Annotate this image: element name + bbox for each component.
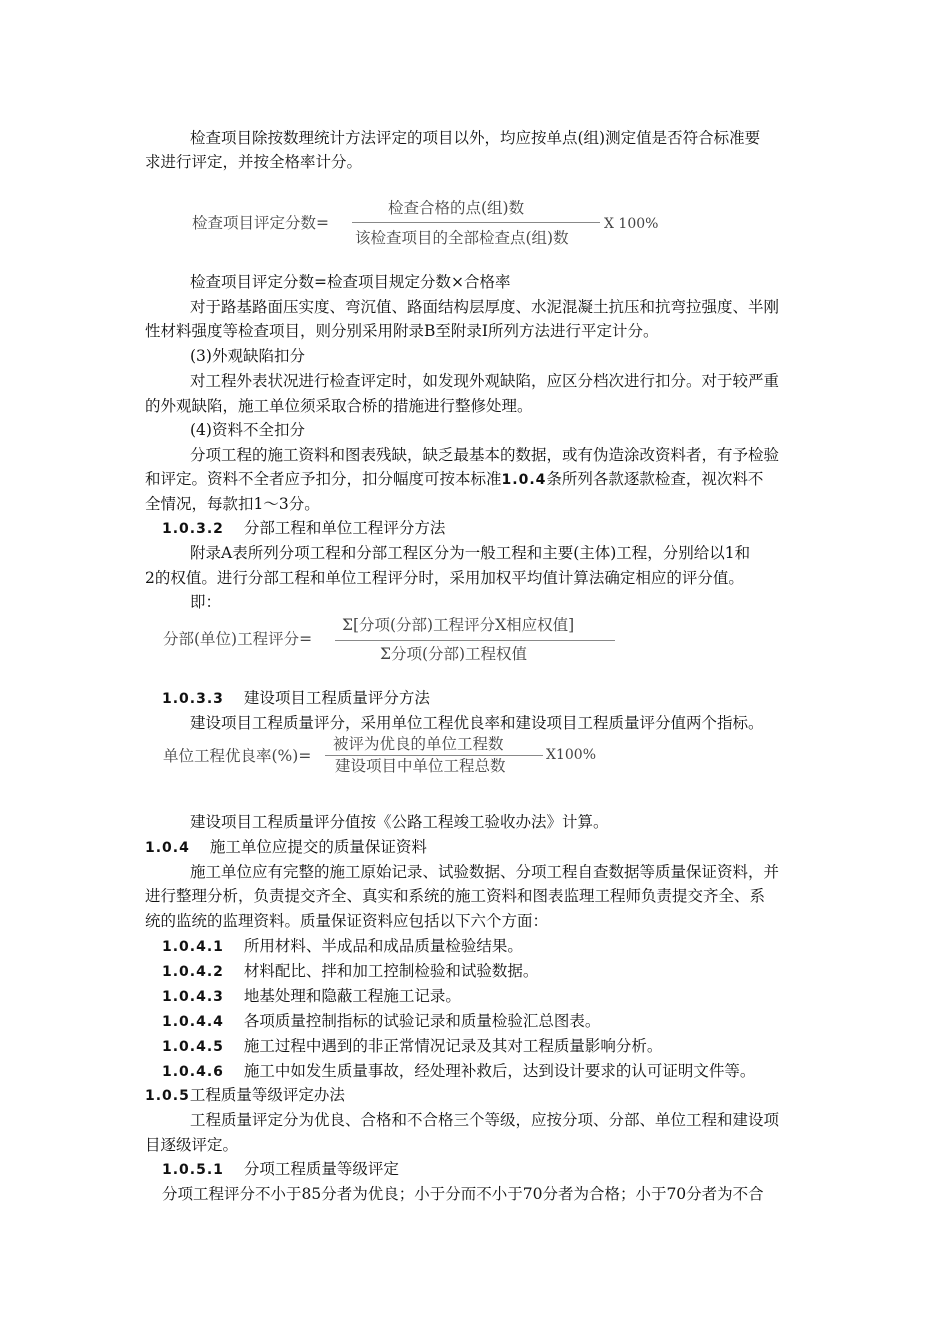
- paragraph-line: 对工程外表状况进行检查评定时，如发现外观缺陷，应区分档次进行扣分。对于较严重: [190, 372, 780, 390]
- list-item: [162, 936, 523, 957]
- formula-denominator: Σ分项(分部)工程权值: [380, 645, 528, 663]
- formula-denominator: 该检查项目的全部检查点(组)数: [355, 229, 569, 247]
- section-title: 分部工程和单位工程评分方法: [243, 519, 446, 537]
- item-number: 1.0.4.3: [162, 989, 224, 1005]
- formula-label: 分部(单位)工程评分=: [163, 630, 313, 648]
- paragraph-line: 建设项目工程质量评分值按《公路工程竣工验收办法》计算。: [190, 813, 609, 831]
- item-number: 1.0.4.4: [162, 1014, 224, 1030]
- section-title: 施工单位应提交的质量保证资料: [209, 838, 427, 856]
- paragraph-line: 检查项目除按数理统计方法评定的项目以外，均应按单点(组)测定值是否符合标准要: [190, 129, 761, 147]
- formula-suffix: X100%: [546, 747, 596, 763]
- formula-numerator: 被评为优良的单位工程数: [333, 735, 504, 753]
- paragraph-line: 进行整理分析，负责提交齐全、真实和系统的施工资料和图表监理工程师负责提交齐全、系: [145, 887, 766, 905]
- item-text: 施工过程中遇到的非正常情况记录及其对工程质量影响分析。: [243, 1037, 663, 1055]
- paragraph-line: 分项工程的施工资料和图表残缺，缺乏最基本的数据，或有伪造涂改资料者，有予检验: [190, 446, 780, 464]
- item-text: 施工中如发生质量事故，经处理补救后，达到设计要求的认可证明文件等。: [243, 1062, 756, 1080]
- paragraph-line: 求进行评定，并按全格率计分。: [145, 153, 363, 171]
- item-number: 1.0.4.1: [162, 939, 224, 955]
- section-title: 建设项目工程质量评分方法: [243, 689, 430, 707]
- list-item: [162, 1036, 662, 1057]
- paragraph-line: 建设项目工程质量评分，采用单位工程优良率和建设项目工程质量评分值两个指标。: [190, 714, 764, 732]
- item-number: 1.0.4.2: [162, 964, 224, 980]
- section-ref: 1.0.4: [501, 472, 547, 488]
- section-number: 1.0.4: [145, 840, 190, 856]
- subheading: (3)外观缺陷扣分: [190, 347, 305, 365]
- text-span: 条所列各款逐款检查，视次料不: [546, 470, 764, 488]
- formula-numerator: Σ[分项(分部)工程评分X相应权值]: [342, 616, 575, 634]
- section-heading: [162, 518, 445, 539]
- item-text: 各项质量控制指标的试验记录和质量检验汇总图表。: [243, 1012, 601, 1030]
- item-text: 地基处理和隐蔽工程施工记录。: [243, 987, 461, 1005]
- paragraph-line: 全情况，每款扣1～3分。: [145, 495, 320, 513]
- fraction-bar: [352, 222, 600, 223]
- paragraph-line: 附录A表所列分项工程和分部工程区分为一般工程和主要(主体)工程，分别给以1和: [190, 544, 751, 562]
- section-number: 1.0.3.3: [162, 691, 224, 707]
- paragraph-line: [145, 469, 763, 490]
- paragraph-line: 即：: [190, 593, 222, 611]
- item-text: 材料配比、拌和加工控制检验和试验数据。: [243, 962, 539, 980]
- paragraph-line: 的外观缺陷，施工单位须采取合桥的措施进行整修处理。: [145, 397, 533, 415]
- list-item: [162, 961, 538, 982]
- paragraph-line: 检查项目评定分数=检查项目规定分数×合格率: [190, 273, 511, 291]
- formula-label: 检查项目评定分数=: [192, 214, 329, 232]
- section-title: 工程质量等级评定办法: [189, 1086, 345, 1104]
- section-heading: [145, 837, 427, 858]
- section-title: 分项工程质量等级评定: [243, 1160, 399, 1178]
- paragraph-line: 分项工程评分不小于85分者为优良；小于分而不小于70分者为合格；小于70分者为不合: [162, 1185, 764, 1203]
- section-heading: [162, 1159, 399, 1180]
- text-span: 和评定。资料不全者应予扣分，扣分幅度可按本标准: [145, 470, 502, 488]
- section-heading: [162, 688, 430, 709]
- fraction-bar: [335, 640, 615, 641]
- paragraph-line: 施工单位应有完整的施工原始记录、试验数据、分项工程自查数据等质量保证资料，并: [190, 863, 780, 881]
- list-item: [162, 1011, 600, 1032]
- item-number: 1.0.4.5: [162, 1039, 224, 1055]
- list-item: [162, 986, 461, 1007]
- item-number: 1.0.4.6: [162, 1064, 224, 1080]
- paragraph-line: 目逐级评定。: [145, 1136, 239, 1154]
- section-heading: [145, 1085, 345, 1106]
- section-number: 1.0.5: [145, 1088, 190, 1104]
- paragraph-line: 统的监统的监理资料。质量保证资料应包括以下六个方面：: [145, 912, 549, 930]
- formula-numerator: 检查合格的点(组)数: [388, 199, 525, 217]
- subheading: (4)资料不全扣分: [190, 421, 305, 439]
- item-text: 所用材料、半成品和成品质量检验结果。: [243, 937, 523, 955]
- formula-label: 单位工程优良率(%)=: [163, 747, 312, 765]
- paragraph-line: 工程质量评定分为优良、合格和不合格三个等级，应按分项、分部、单位工程和建设项: [190, 1111, 780, 1129]
- section-number: 1.0.3.2: [162, 521, 224, 537]
- list-item: [162, 1061, 755, 1082]
- section-number: 1.0.5.1: [162, 1162, 224, 1178]
- paragraph-line: 对于路基路面压实度、弯沉值、路面结构层厚度、水泥混凝土抗压和抗弯拉强度、半刚: [190, 298, 780, 316]
- paragraph-line: 2的权值。进行分部工程和单位工程评分时，采用加权平均值计算法确定相应的评分值。: [145, 569, 744, 587]
- formula-suffix: X 100%: [604, 216, 659, 232]
- formula-denominator: 建设项目中单位工程总数: [335, 757, 506, 775]
- paragraph-line: 性材料强度等检查项目，则分别采用附录B至附录Ⅰ所列方法进行平定计分。: [145, 322, 659, 340]
